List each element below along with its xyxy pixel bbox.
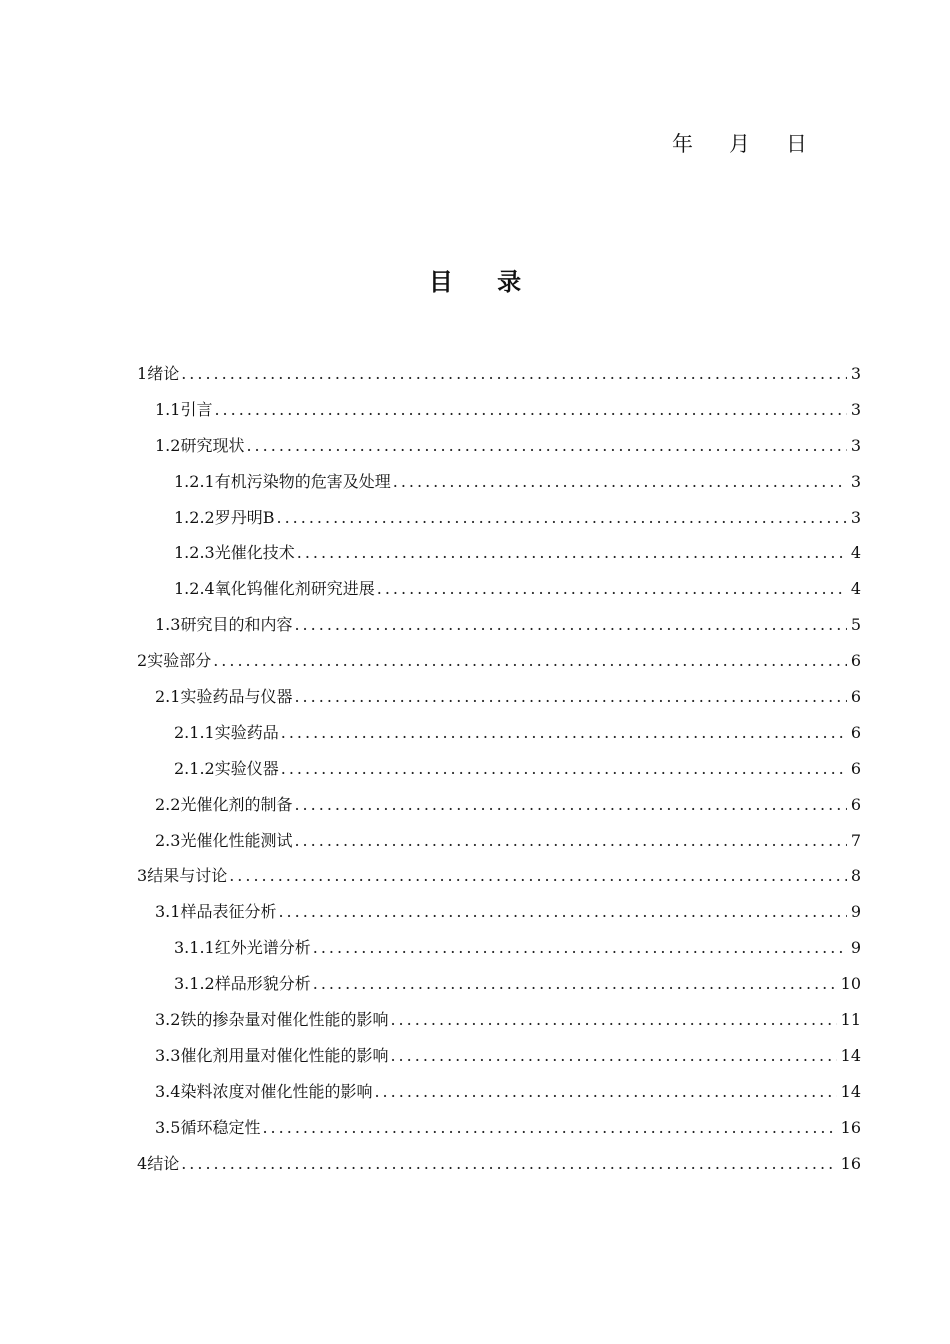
toc-entry-number: 1.2.3 bbox=[174, 543, 215, 563]
toc-dot-leader bbox=[276, 500, 846, 536]
toc-entry-1-2-4[interactable] bbox=[137, 571, 861, 607]
toc-page-number: 3 bbox=[850, 364, 861, 383]
toc-dot-leader bbox=[294, 679, 846, 715]
toc-entry-1-2-1[interactable] bbox=[137, 464, 861, 500]
toc-entry-number: 2.1.2 bbox=[174, 758, 215, 778]
toc-entry-1-2-3[interactable] bbox=[137, 535, 861, 571]
toc-entry-label: 实验药品 bbox=[214, 722, 279, 742]
table-of-contents bbox=[137, 356, 861, 1181]
toc-entry-2[interactable] bbox=[137, 643, 861, 679]
toc-entry-3-3[interactable] bbox=[137, 1038, 861, 1074]
toc-entry-number: 3.2 bbox=[155, 1010, 181, 1030]
date-day-label: 日 bbox=[786, 132, 807, 156]
toc-entry-label: 罗丹明B bbox=[214, 507, 275, 527]
toc-entry-label: 红外光谱分析 bbox=[214, 938, 311, 958]
toc-dot-leader bbox=[374, 1074, 836, 1110]
toc-page-number: 6 bbox=[850, 722, 861, 742]
toc-entry-number: 2.1 bbox=[155, 687, 181, 707]
toc-entry-number: 3.3 bbox=[155, 1045, 181, 1065]
toc-entry-label: 绪论 bbox=[147, 364, 180, 383]
toc-entry-3-1-2[interactable] bbox=[137, 966, 861, 1002]
toc-entry-label: 样品形貌分析 bbox=[214, 974, 311, 994]
toc-dot-leader bbox=[181, 1146, 836, 1182]
toc-title: 目 录 bbox=[428, 268, 540, 296]
toc-page-number: 8 bbox=[850, 866, 861, 886]
toc-entry-number: 1.1 bbox=[155, 399, 181, 419]
toc-page-number: 3 bbox=[850, 507, 861, 527]
signature-date bbox=[672, 128, 807, 158]
toc-entry-4[interactable] bbox=[137, 1146, 861, 1182]
toc-entry-label: 氧化钨催化剂研究进展 bbox=[214, 579, 375, 599]
date-month-label: 月 bbox=[729, 132, 750, 156]
toc-dot-leader bbox=[262, 1110, 836, 1146]
toc-entry-1-1[interactable] bbox=[137, 392, 861, 428]
toc-entry-label: 染料浓度对催化性能的影响 bbox=[180, 1081, 373, 1101]
toc-dot-leader bbox=[213, 643, 847, 679]
toc-entry-number: 3 bbox=[137, 866, 148, 886]
toc-entry-number: 2.2 bbox=[155, 794, 181, 814]
toc-entry-1-3[interactable] bbox=[137, 607, 861, 643]
toc-entry-1-2[interactable] bbox=[137, 428, 861, 464]
toc-entry-label: 引言 bbox=[180, 399, 213, 419]
toc-dot-leader bbox=[281, 715, 847, 751]
toc-dot-leader bbox=[390, 1002, 836, 1038]
toc-entry-number: 2 bbox=[137, 651, 148, 671]
toc-entry-3-5[interactable] bbox=[137, 1110, 861, 1146]
toc-entry-number: 3.1 bbox=[155, 902, 181, 922]
toc-entry-label: 结论 bbox=[147, 1153, 180, 1173]
toc-entry-number: 4 bbox=[137, 1153, 148, 1173]
toc-entry-label: 实验药品与仪器 bbox=[180, 687, 293, 707]
toc-page-number: 3 bbox=[850, 435, 861, 455]
toc-entry-number: 1.2.1 bbox=[174, 471, 215, 491]
toc-entry-3-1[interactable] bbox=[137, 894, 861, 930]
toc-dot-leader bbox=[313, 966, 837, 1002]
toc-entry-3-4[interactable] bbox=[137, 1074, 861, 1110]
toc-page-number: 16 bbox=[840, 1117, 861, 1137]
toc-page-number: 7 bbox=[850, 830, 861, 850]
toc-entry-number: 1.3 bbox=[155, 615, 181, 635]
toc-dot-leader bbox=[390, 1038, 836, 1074]
toc-entry-number: 1.2 bbox=[155, 435, 181, 455]
toc-dot-leader bbox=[393, 464, 847, 500]
date-year-label: 年 bbox=[672, 132, 693, 156]
toc-entry-number: 1 bbox=[137, 364, 148, 383]
toc-page-number: 4 bbox=[850, 543, 861, 563]
toc-page-number: 6 bbox=[850, 794, 861, 814]
toc-page-number: 3 bbox=[850, 399, 861, 419]
toc-entry-2-2[interactable] bbox=[137, 787, 861, 823]
toc-dot-leader bbox=[281, 751, 847, 787]
toc-entry-3-2[interactable] bbox=[137, 1002, 861, 1038]
toc-entry-label: 有机污染物的危害及处理 bbox=[214, 471, 391, 491]
toc-dot-leader bbox=[278, 894, 846, 930]
toc-dot-leader bbox=[294, 787, 846, 823]
toc-entry-label: 循环稳定性 bbox=[180, 1117, 261, 1137]
toc-entry-3-1-1[interactable] bbox=[137, 930, 861, 966]
toc-entry-number: 1.2.2 bbox=[174, 507, 215, 527]
toc-page-number: 9 bbox=[850, 902, 861, 922]
toc-entry-label: 结果与讨论 bbox=[147, 866, 228, 886]
toc-dot-leader bbox=[214, 392, 846, 428]
toc-page-number: 10 bbox=[840, 974, 861, 994]
toc-entry-number: 1.2.4 bbox=[174, 579, 215, 599]
toc-dot-leader bbox=[297, 535, 847, 571]
toc-page-number: 6 bbox=[850, 651, 861, 671]
toc-entry-label: 光催化性能测试 bbox=[180, 830, 293, 850]
toc-entry-label: 样品表征分析 bbox=[180, 902, 277, 922]
toc-entry-label: 催化剂用量对催化性能的影响 bbox=[180, 1045, 389, 1065]
toc-entry-number: 2.3 bbox=[155, 830, 181, 850]
toc-entry-label: 研究现状 bbox=[180, 435, 245, 455]
toc-page-number: 14 bbox=[840, 1045, 861, 1065]
toc-entry-label: 铁的掺杂量对催化性能的影响 bbox=[180, 1010, 389, 1030]
toc-entry-label: 研究目的和内容 bbox=[180, 615, 293, 635]
toc-page-number: 16 bbox=[840, 1153, 861, 1173]
toc-entry-label: 光催化剂的制备 bbox=[180, 794, 293, 814]
toc-dot-leader bbox=[246, 428, 846, 464]
toc-page-number: 6 bbox=[850, 758, 861, 778]
toc-dot-leader bbox=[313, 930, 847, 966]
toc-dot-leader bbox=[377, 571, 847, 607]
toc-entry-1[interactable] bbox=[137, 356, 861, 392]
toc-page-number: 14 bbox=[840, 1081, 861, 1101]
toc-entry-number: 3.4 bbox=[155, 1081, 181, 1101]
toc-entry-label: 实验仪器 bbox=[214, 758, 279, 778]
toc-dot-leader bbox=[181, 356, 847, 392]
toc-entry-2-1-2[interactable] bbox=[137, 751, 861, 787]
toc-entry-2-1[interactable] bbox=[137, 679, 861, 715]
toc-dot-leader bbox=[294, 823, 846, 859]
toc-entry-number: 3.5 bbox=[155, 1117, 181, 1137]
toc-entry-2-3[interactable] bbox=[137, 823, 861, 859]
toc-entry-label: 光催化技术 bbox=[214, 543, 295, 563]
toc-entry-label: 实验部分 bbox=[147, 651, 212, 671]
toc-entry-1-2-2[interactable] bbox=[137, 500, 861, 536]
toc-page-number: 4 bbox=[850, 579, 861, 599]
toc-entry-number: 3.1.1 bbox=[174, 938, 215, 958]
toc-dot-leader bbox=[294, 607, 846, 643]
toc-page-number: 3 bbox=[850, 471, 861, 491]
toc-entry-3[interactable] bbox=[137, 858, 861, 894]
toc-page-number: 11 bbox=[840, 1010, 861, 1030]
toc-page-number: 6 bbox=[850, 687, 861, 707]
toc-page-number: 5 bbox=[850, 615, 861, 635]
toc-page-number: 9 bbox=[850, 938, 861, 958]
toc-dot-leader bbox=[229, 858, 847, 894]
toc-entry-number: 3.1.2 bbox=[174, 974, 215, 994]
toc-entry-number: 2.1.1 bbox=[174, 722, 215, 742]
toc-entry-2-1-1[interactable] bbox=[137, 715, 861, 751]
